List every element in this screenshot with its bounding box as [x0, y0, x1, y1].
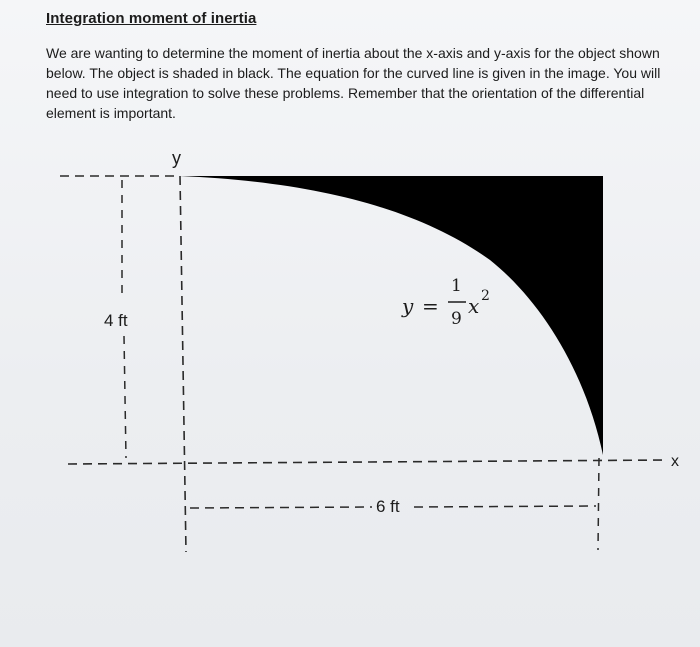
width-dimension-line-left	[190, 507, 372, 508]
y-axis-label: y	[172, 148, 181, 168]
equation-numerator: 1	[451, 276, 462, 296]
y-axis-dashed-line	[180, 176, 186, 552]
right-reference-dashed-line	[598, 458, 599, 550]
height-dimension-line-lower	[124, 336, 126, 458]
width-dimension-line-right	[414, 506, 596, 507]
shaded-region	[180, 176, 603, 455]
problem-statement	[46, 43, 686, 123]
curve-equation	[401, 276, 490, 329]
height-dimension-label: 4 ft	[104, 311, 128, 330]
equation-lhs: y	[402, 294, 414, 318]
document-title: Integration moment of inertia	[46, 10, 257, 27]
paragraph-line: need to use integration to solve these problems. Remember that the orientation of the differential	[46, 85, 645, 101]
x-axis-dashed-line	[68, 460, 668, 464]
equation-equals: =	[422, 294, 439, 318]
x-axis-label: x	[671, 453, 679, 470]
paragraph-line: We are wanting to determine the moment of inertia about the x-axis and y-axis for the object shown	[46, 45, 660, 61]
shaded-area-diagram	[0, 140, 700, 640]
width-dimension-label: 6 ft	[376, 497, 400, 516]
paragraph-line: below. The object is shaded in black. The equation for the curved line is given in the image. You will	[46, 65, 661, 81]
equation-variable: x	[468, 294, 480, 318]
paragraph-line: element is important.	[46, 105, 176, 121]
equation-denominator: 9	[451, 309, 462, 329]
equation-exponent: 2	[481, 288, 490, 304]
